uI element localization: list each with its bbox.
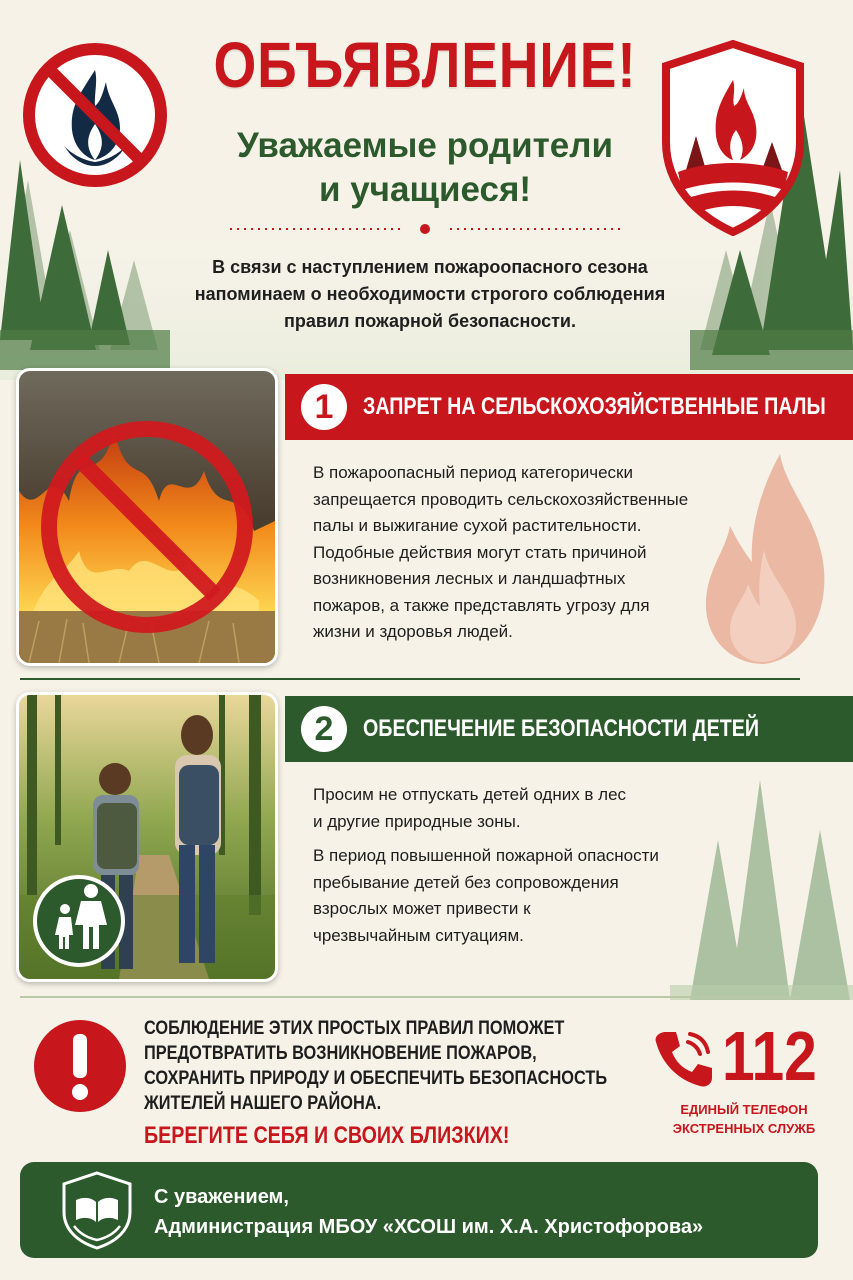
intro-line: В связи с наступлением пожароопасного сезона	[212, 257, 648, 277]
subtitle-line: и учащиеся!	[318, 170, 532, 209]
divider-line	[20, 678, 800, 680]
page-title: ОБЪЯВЛЕНИЕ!	[213, 29, 637, 101]
grass-fire-photo	[16, 368, 278, 666]
footer-text	[154, 1182, 703, 1242]
section1-number: 1	[301, 384, 347, 430]
no-fire-icon	[22, 42, 168, 188]
section1-header	[285, 374, 853, 440]
notice-line: СОХРАНИТЬ ПРИРОДУ И ОБЕСПЕЧИТЬ БЕЗОПАСНОСТЬ	[144, 1068, 608, 1089]
section2-text	[313, 782, 713, 957]
section2-line: Просим не отпускать детей одних в лес	[313, 785, 627, 804]
section1-line: запрещается проводить сельскохозяйственные	[313, 489, 689, 509]
section2-line: и другие природные зоны.	[313, 811, 521, 831]
divider-line	[20, 996, 800, 998]
care-slogan: БЕРЕГИТЕ СЕБЯ И СВОИХ БЛИЗКИХ!	[144, 1122, 510, 1149]
footer-signature: Администрация МБОУ «ХСОШ им. Х.А. Христофорова»	[154, 1216, 704, 1238]
section1-line: Подобные действия могут стать причиной	[313, 542, 647, 562]
subtitle-line: Уважаемые родители	[236, 126, 614, 165]
exclamation-icon	[32, 1018, 128, 1114]
phone-icon	[652, 1026, 716, 1090]
notice-line: СОБЛЮДЕНИЕ ЭТИХ ПРОСТЫХ ПРАВИЛ ПОМОЖЕТ	[144, 1018, 565, 1039]
section1-line: жизни и здоровья людей.	[313, 622, 513, 641]
section2-line: В период повышенной пожарной опасности	[313, 846, 659, 865]
section2-paragraph	[313, 843, 713, 949]
section1-title: ЗАПРЕТ НА СЕЛЬСКОХОЗЯЙСТВЕННЫЕ ПАЛЫ	[363, 393, 826, 420]
section2-line: чрезвычайным ситуациям.	[313, 925, 524, 945]
footer	[20, 1162, 818, 1258]
section2-line: взрослых может привести к	[313, 899, 531, 918]
subtitle	[200, 124, 650, 212]
notice-text	[144, 1016, 626, 1116]
flame-icon	[700, 450, 830, 670]
emergency-caption-line: ЕДИНЫЙ ТЕЛЕФОН	[680, 1102, 808, 1117]
intro-line: напоминаем о необходимости строгого соблюдения	[194, 284, 666, 304]
section2-line: пребывание детей без сопровождения	[313, 872, 619, 892]
emergency-number: 112	[722, 1017, 817, 1095]
emergency-caption-line: ЭКСТРЕННЫХ СЛУЖБ	[672, 1121, 816, 1136]
notice-line: ПРЕДОТВРАТИТЬ ВОЗНИКНОВЕНИЕ ПОЖАРОВ,	[144, 1043, 537, 1064]
section1-line: возникновения лесных и ландшафтных	[313, 569, 626, 588]
children-forest-photo	[16, 692, 278, 982]
section2-paragraph	[313, 782, 713, 835]
footer-greeting: С уважением,	[154, 1186, 289, 1208]
section1-line: В пожароопасный период категорически	[313, 463, 633, 482]
trees-decoration	[670, 770, 853, 1000]
notice-line: ЖИТЕЛЕЙ НАШЕГО РАЙОНА.	[144, 1093, 382, 1114]
section1-line: палы и выжигание сухой растительности.	[313, 516, 642, 535]
intro-line: правил пожарной безопасности.	[283, 311, 577, 331]
section1-line: пожаров, а также представлять угрозу для	[313, 595, 650, 615]
divider	[230, 222, 620, 236]
book-shield-icon	[60, 1170, 134, 1250]
fire-shield-icon	[660, 40, 806, 236]
section2-number: 2	[301, 706, 347, 752]
section2-title: ОБЕСПЕЧЕНИЕ БЕЗОПАСНОСТИ ДЕТЕЙ	[363, 715, 760, 742]
section1-text	[313, 460, 733, 646]
intro-text	[150, 254, 710, 335]
emergency-caption	[656, 1100, 832, 1138]
section2-header	[285, 696, 853, 762]
